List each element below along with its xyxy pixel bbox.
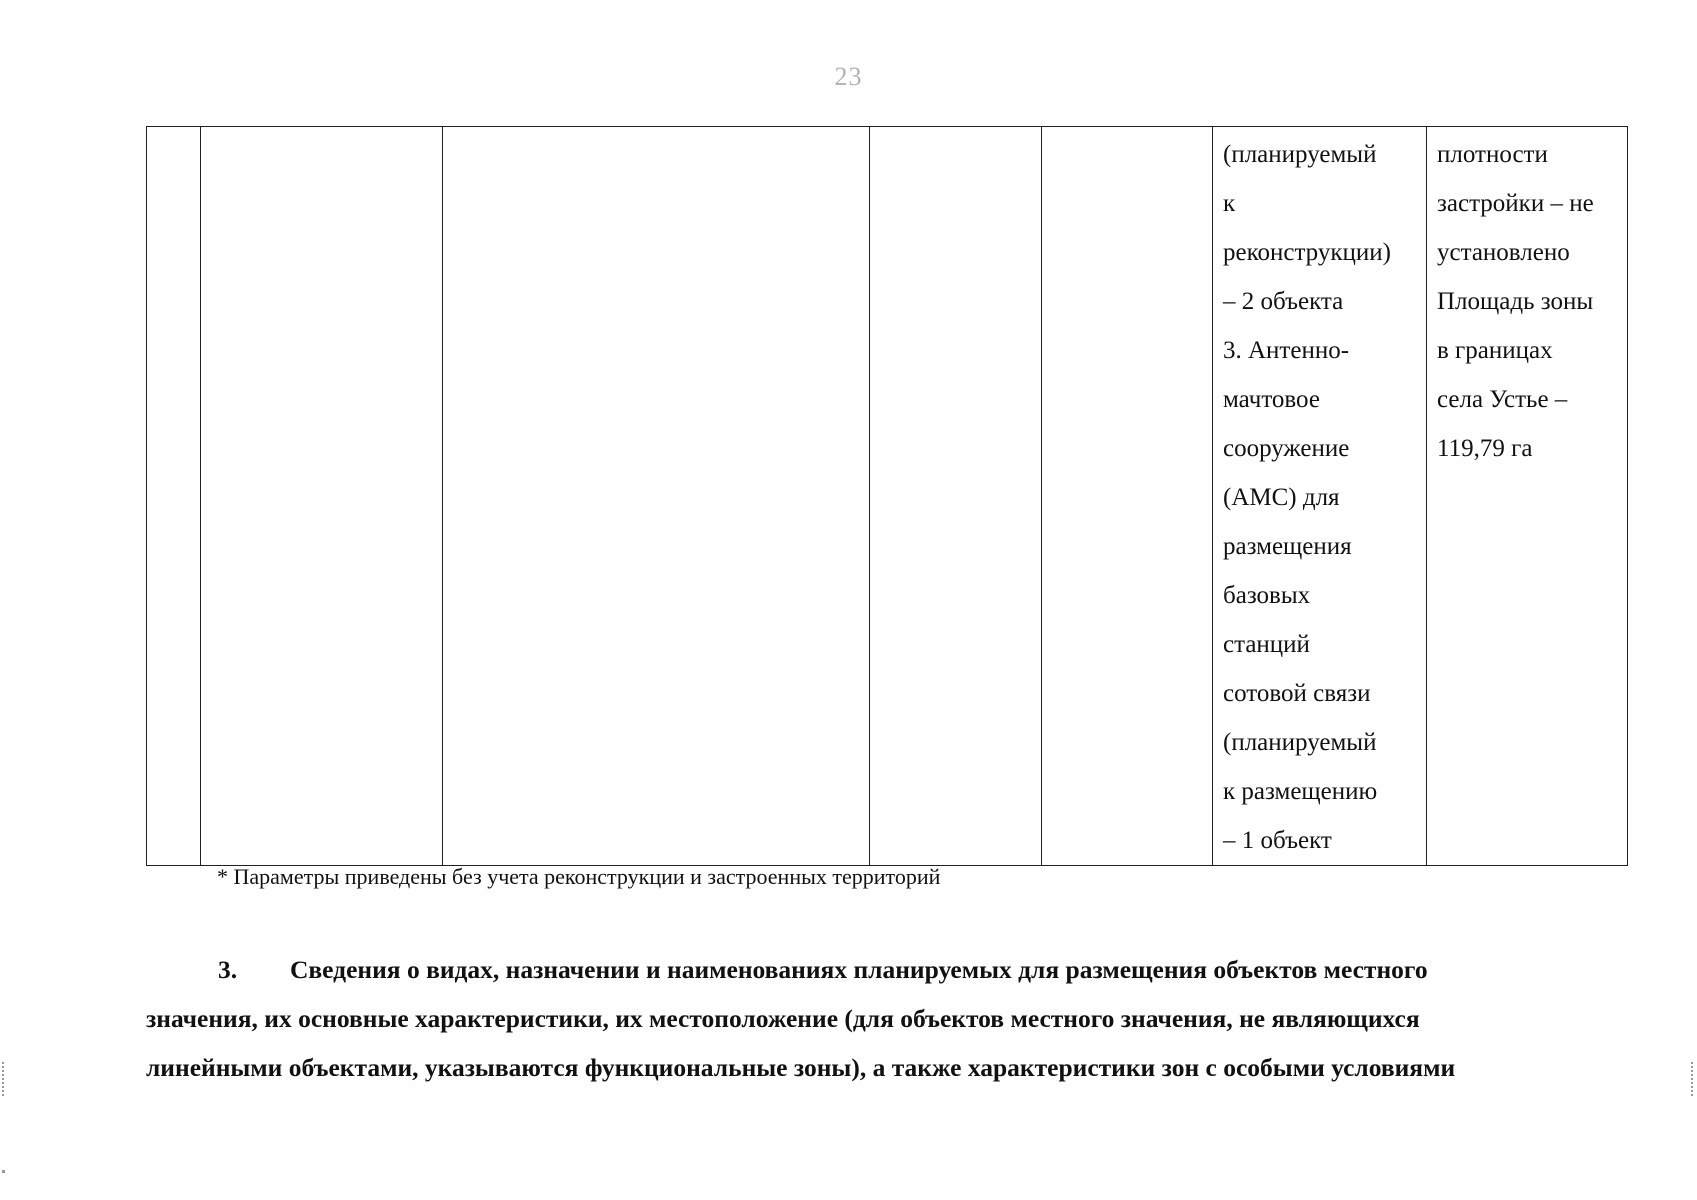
scan-edge-mark [2, 1062, 6, 1096]
table-cell-empty [147, 127, 201, 866]
cell-text-line: (АМС) для [1223, 484, 1340, 511]
cell-text-line: Площадь зоны [1437, 288, 1594, 315]
cell-text-line: села Устье – [1437, 386, 1568, 413]
cell-text-line: 3. Антенно- [1223, 337, 1350, 364]
cell-text-line: (планируемый [1223, 141, 1377, 168]
section-heading-line: значения, их основные характеристики, их местоположение (для объектов местного значения, не являющихся [146, 1004, 1420, 1033]
cell-text-line: размещения [1223, 533, 1352, 560]
cell-text-line: сооружение [1223, 435, 1350, 462]
cell-text-line: – 2 объекта [1223, 288, 1344, 315]
cell-text-line: к [1223, 190, 1236, 217]
cell-text-line: реконструкции) [1223, 239, 1391, 266]
page-number: 23 [834, 62, 863, 91]
section-number: 3. [218, 955, 238, 984]
cell-text-line: (планируемый [1223, 729, 1377, 756]
table-footnote: * Параметры приведены без учета реконструкции и застроенных территорий [217, 864, 941, 889]
table-cell-empty [443, 127, 870, 866]
cell-text-line: 119,79 га [1437, 435, 1533, 462]
table-cell-objects [1213, 127, 1427, 866]
cell-text-line: сотовой связи [1223, 680, 1371, 707]
cell-text-line: в границах [1437, 337, 1553, 364]
section-heading-line [146, 945, 1627, 994]
cell-text-line: плотности [1437, 141, 1548, 168]
section-heading-line: линейными объектами, указываются функциональные зоны), а также характеристики зон с особыми условиями [146, 1053, 1456, 1082]
cell-text-line: станций [1223, 631, 1310, 658]
table-cell-empty [201, 127, 443, 866]
cell-text-line: установлено [1437, 239, 1570, 266]
cell-text-line: базовых [1223, 582, 1311, 609]
scan-dot [2, 1170, 5, 1173]
cell-text-line: – 1 объект [1223, 827, 1332, 854]
table-row [147, 127, 1628, 866]
table-cell-empty [1042, 127, 1213, 866]
table-cell-parameters [1427, 127, 1628, 866]
section-heading-text: Сведения о видах, назначении и наименованиях планируемых для размещения объектов местного [290, 955, 1428, 984]
cell-text-line: застройки – не [1437, 190, 1594, 217]
section-heading [146, 945, 1627, 1092]
parameters-table [146, 126, 1628, 866]
table-cell-empty [870, 127, 1042, 866]
cell-text-line: к размещению [1223, 778, 1378, 805]
cell-text-line: мачтовое [1223, 386, 1320, 413]
scan-edge-mark [1691, 1062, 1695, 1096]
